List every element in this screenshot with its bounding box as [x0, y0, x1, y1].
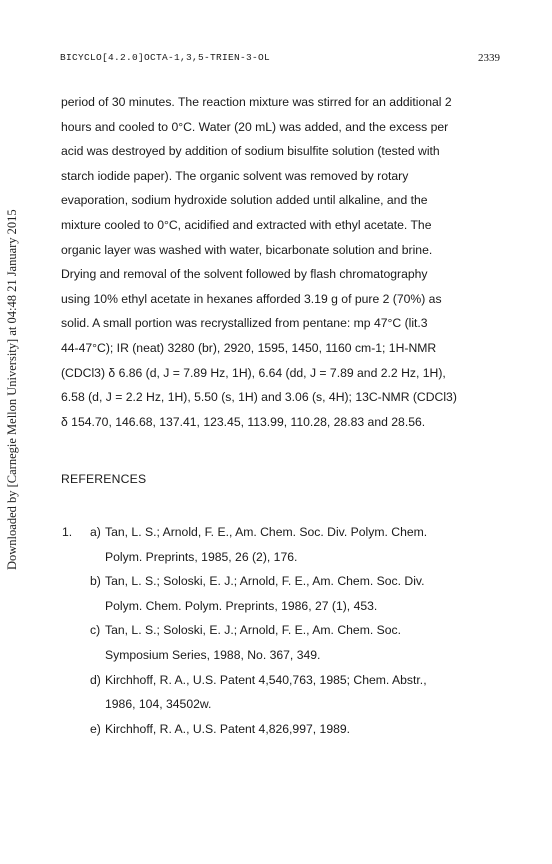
body-line: (CDCl3) δ 6.86 (d, J = 7.89 Hz, 1H), 6.64 (dd, J = 7.89 and 2.2 Hz, 1H),	[61, 365, 446, 380]
body-line: hours and cooled to 0°C. Water (20 mL) was added, and the excess per	[61, 119, 449, 134]
reference-line: Tan, L. S.; Arnold, F. E., Am. Chem. Soc. Div. Polym. Chem.	[105, 525, 428, 539]
reference-letter: d)	[90, 672, 101, 687]
reference-line: Polym. Chem. Polym. Preprints, 1986, 27 (1), 453.	[105, 598, 378, 613]
body-line: δ 154.70, 146.68, 137.41, 123.45, 113.99, 110.28, 28.83 and 28.56.	[61, 414, 426, 429]
page-number: 2339	[478, 52, 500, 64]
reference-line: Kirchhoff, R. A., U.S. Patent 4,826,997, 1989.	[105, 721, 351, 736]
running-head: BICYCLO[4.2.0]OCTA-1,3,5-TRIEN-3-OL	[60, 52, 271, 63]
body-line: mixture cooled to 0°C, acidified and extracted with ethyl acetate. The	[61, 217, 432, 232]
reference-letter: e)	[90, 721, 101, 736]
reference-line: Kirchhoff, R. A., U.S. Patent 4,540,763, 1985; Chem. Abstr.,	[105, 672, 427, 687]
reference-item	[62, 717, 502, 742]
reference-number: 1.	[62, 525, 73, 539]
body-line: starch iodide paper). The organic solvent was removed by rotary	[61, 168, 409, 183]
reference-line: Tan, L. S.; Soloski, E. J.; Arnold, F. E., Am. Chem. Soc. Div.	[105, 574, 425, 589]
download-watermark: Downloaded by [Carnegie Mellon University] at 04:48 21 January 2015	[5, 209, 19, 571]
reference-list	[62, 520, 502, 741]
body-line: period of 30 minutes. The reaction mixture was stirred for an additional 2	[61, 95, 452, 109]
reference-letter: a)	[90, 525, 101, 539]
body-line: organic layer was washed with water, bicarbonate solution and brine.	[61, 242, 433, 257]
body-line: 44-47°C); IR (neat) 3280 (br), 2920, 1595, 1450, 1160 cm-1; 1H-NMR	[61, 340, 437, 355]
reference-letter: b)	[90, 574, 101, 589]
body-line: evaporation, sodium hydroxide solution added until alkaline, and the	[61, 193, 428, 208]
body-line: Drying and removal of the solvent followed by flash chromatography	[61, 267, 428, 282]
page-header	[60, 52, 500, 68]
reference-line: Polym. Preprints, 1985, 26 (2), 176.	[105, 549, 298, 564]
reference-line: Symposium Series, 1988, No. 367, 349.	[105, 647, 321, 662]
reference-item	[62, 569, 502, 594]
reference-line: 1986, 104, 34502w.	[105, 697, 212, 712]
body-line: solid. A small portion was recrystallized from pentane: mp 47°C (lit.3	[61, 316, 428, 331]
body-line: 6.58 (d, J = 2.2 Hz, 1H), 5.50 (s, 1H) and 3.06 (s, 4H); 13C-NMR (CDCl3)	[61, 390, 457, 405]
reference-letter: c)	[90, 623, 101, 638]
reference-item	[62, 520, 502, 545]
body-text	[61, 90, 481, 434]
reference-line: Tan, L. S.; Soloski, E. J.; Arnold, F. E., Am. Chem. Soc.	[105, 623, 402, 638]
body-line: acid was destroyed by addition of sodium bisulfite solution (tested with	[61, 144, 440, 159]
references-heading: REFERENCES	[61, 472, 147, 486]
reference-item	[62, 618, 502, 643]
reference-item	[62, 668, 502, 693]
body-line: using 10% ethyl acetate in hexanes afforded 3.19 g of pure 2 (70%) as	[61, 291, 442, 306]
